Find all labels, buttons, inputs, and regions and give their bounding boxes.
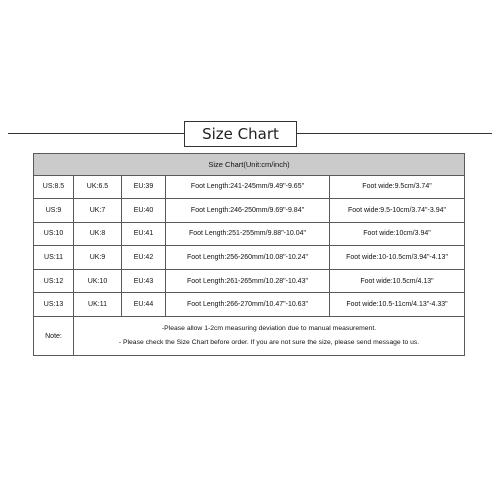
foot-wide-cell: Foot wide:10-10.5cm/3.94"-4.13" bbox=[330, 246, 465, 270]
foot-length-cell: Foot Length:261-265mm/10.28"-10.43" bbox=[166, 269, 330, 293]
note-row bbox=[34, 317, 465, 356]
us-size-cell: US:12 bbox=[34, 269, 74, 293]
foot-length-cell: Foot Length:251-255mm/9.88"-10.04" bbox=[166, 222, 330, 246]
uk-size-cell: UK:9 bbox=[74, 246, 122, 270]
foot-wide-cell: Foot wide:9.5-10cm/3.74"-3.94" bbox=[330, 199, 465, 223]
eu-size-cell: EU:44 bbox=[122, 293, 166, 317]
note-label: Note: bbox=[34, 317, 74, 356]
uk-size-cell: UK:10 bbox=[74, 269, 122, 293]
uk-size-cell: UK:11 bbox=[74, 293, 122, 317]
us-size-cell: US:10 bbox=[34, 222, 74, 246]
uk-size-cell: UK:7 bbox=[74, 199, 122, 223]
note-line: -Please allow 1-2cm measuring deviation due to manual measurement. bbox=[161, 325, 377, 332]
table-row bbox=[34, 293, 465, 317]
uk-size-cell: UK:8 bbox=[74, 222, 122, 246]
table-row bbox=[34, 199, 465, 223]
us-size-cell: US:9 bbox=[34, 199, 74, 223]
foot-length-cell: Foot Length:246-250mm/9.69"-9.84" bbox=[166, 199, 330, 223]
note-line: - Please check the Size Chart before order. If you are not sure the size, please send message to us. bbox=[118, 339, 420, 346]
foot-wide-cell: Foot wide:10cm/3.94" bbox=[330, 222, 465, 246]
us-size-cell: US:13 bbox=[34, 293, 74, 317]
page-title: Size Chart bbox=[184, 121, 297, 147]
table-row bbox=[34, 222, 465, 246]
eu-size-cell: EU:41 bbox=[122, 222, 166, 246]
eu-size-cell: EU:43 bbox=[122, 269, 166, 293]
uk-size-cell: UK:6.5 bbox=[74, 175, 122, 199]
eu-size-cell: EU:39 bbox=[122, 175, 166, 199]
eu-size-cell: EU:40 bbox=[122, 199, 166, 223]
table-header-row bbox=[34, 154, 465, 176]
table-row bbox=[34, 269, 465, 293]
us-size-cell: US:11 bbox=[34, 246, 74, 270]
foot-length-cell: Foot Length:266-270mm/10.47"-10.63" bbox=[166, 293, 330, 317]
table-row bbox=[34, 175, 465, 199]
table-row bbox=[34, 246, 465, 270]
foot-length-cell: Foot Length:256-260mm/10.08"-10.24" bbox=[166, 246, 330, 270]
us-size-cell: US:8.5 bbox=[34, 175, 74, 199]
size-chart-table bbox=[33, 153, 465, 356]
foot-wide-cell: Foot wide:10.5cm/4.13" bbox=[330, 269, 465, 293]
foot-length-cell: Foot Length:241-245mm/9.49"-9.65" bbox=[166, 175, 330, 199]
eu-size-cell: EU:42 bbox=[122, 246, 166, 270]
foot-wide-cell: Foot wide:9.5cm/3.74" bbox=[330, 175, 465, 199]
foot-wide-cell: Foot wide:10.5-11cm/4.13"-4.33" bbox=[330, 293, 465, 317]
table-header: Size Chart(Unit:cm/inch) bbox=[34, 154, 465, 176]
note-content bbox=[74, 317, 465, 356]
